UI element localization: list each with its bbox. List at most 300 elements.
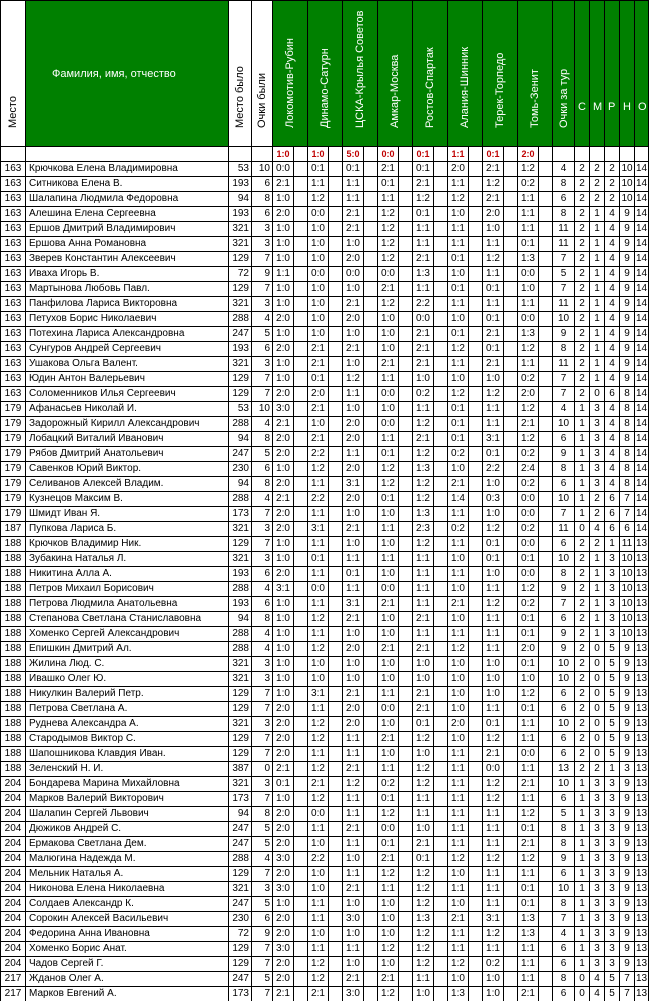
prediction-cell: 2:0 [308,387,329,402]
prediction-cell: 1:2 [413,942,434,957]
prediction-points-cell [329,747,343,762]
prediction-points-cell [434,642,448,657]
table-row [1,492,649,507]
o-cell: 14 [635,372,649,387]
prediction-points-cell [434,342,448,357]
o-cell: 14 [635,222,649,237]
prediction-points-cell [504,612,518,627]
m-cell: 3 [590,432,605,447]
prediction-points-cell [329,672,343,687]
prediction-points-cell [504,282,518,297]
prediction-cell: 0:0 [378,582,399,597]
o-cell: 13 [635,972,649,987]
prediction-cell: 1:3 [413,267,434,282]
prediction-cell: 1:1 [448,357,469,372]
prediction-points-cell [294,507,308,522]
table-row [1,402,649,417]
prediction-points-cell [364,282,378,297]
n-cell: 9 [620,657,635,672]
points-were-cell: 4 [252,642,273,657]
points-were-cell: 8 [252,477,273,492]
prediction-cell: 1:0 [448,267,469,282]
prediction-points-cell [364,222,378,237]
table-row [1,462,649,477]
place-cell: 204 [1,792,26,807]
m-cell: 1 [590,327,605,342]
o-cell: 13 [635,642,649,657]
prediction-points-cell [294,267,308,282]
n-cell: 9 [620,897,635,912]
points-tour-cell: 8 [553,177,575,192]
n-cell: 9 [620,717,635,732]
place-cell: 204 [1,942,26,957]
prediction-points-cell [539,342,553,357]
s-cell: 2 [575,297,590,312]
prediction-points-cell [399,297,413,312]
prediction-cell: 3:0 [273,402,294,417]
prediction-points-cell [294,912,308,927]
prediction-cell: 2:0 [343,642,364,657]
r-cell: 5 [605,747,620,762]
prediction-cell: 2:0 [273,972,294,987]
place-was-cell: 129 [229,372,252,387]
prediction-cell: 1:1 [448,762,469,777]
prediction-cell: 1:2 [378,807,399,822]
prediction-cell: 1:1 [308,822,329,837]
points-were-cell: 7 [252,387,273,402]
n-cell: 9 [620,342,635,357]
prediction-cell: 1:0 [448,207,469,222]
prediction-cell: 0:1 [273,777,294,792]
r-cell: 6 [605,507,620,522]
points-tour-cell: 6 [553,747,575,762]
place-was-cell: 94 [229,612,252,627]
prediction-points-cell [329,192,343,207]
prediction-cell: 1:0 [273,192,294,207]
prediction-cell: 1:2 [448,642,469,657]
prediction-cell: 1:0 [448,657,469,672]
table-row [1,237,649,252]
score-8: 2:0 [518,147,539,162]
name-cell: Селиванов Алексей Владим. [26,477,229,492]
prediction-cell: 0:2 [448,522,469,537]
m-cell: 3 [590,777,605,792]
table-row [1,612,649,627]
table-row [1,357,649,372]
prediction-cell: 0:0 [518,537,539,552]
prediction-cell: 1:2 [308,192,329,207]
s-cell: 2 [575,702,590,717]
m-cell: 1 [590,597,605,612]
prediction-cell: 1:2 [483,252,504,267]
s-cell: 2 [575,552,590,567]
place-was-cell: 173 [229,987,252,1001]
prediction-points-cell [539,837,553,852]
prediction-points-cell [504,312,518,327]
prediction-points-cell [434,567,448,582]
prediction-points-cell [399,717,413,732]
prediction-cell: 2:0 [273,927,294,942]
place-was-cell: 94 [229,432,252,447]
r-cell: 3 [605,612,620,627]
r-cell: 5 [605,972,620,987]
s-cell: 0 [575,987,590,1001]
n-cell: 9 [620,282,635,297]
prediction-points-cell [434,387,448,402]
prediction-cell: 1:0 [378,672,399,687]
prediction-points-cell [364,522,378,537]
s-cell: 1 [575,927,590,942]
prediction-cell: 1:0 [343,897,364,912]
r-cell: 3 [605,627,620,642]
prediction-cell: 0:1 [343,567,364,582]
prediction-cell: 1:0 [308,222,329,237]
m-cell: 1 [590,207,605,222]
prediction-points-cell [294,927,308,942]
prediction-cell: 1:1 [483,627,504,642]
points-tour-cell: 8 [553,567,575,582]
r-cell: 4 [605,237,620,252]
o-cell: 14 [635,192,649,207]
place-was-cell: 321 [229,657,252,672]
prediction-cell: 2:1 [413,612,434,627]
s-cell: 1 [575,942,590,957]
prediction-cell: 1:1 [448,837,469,852]
prediction-points-cell [294,342,308,357]
prediction-cell: 1:1 [413,567,434,582]
prediction-cell: 1:2 [413,882,434,897]
prediction-cell: 2:0 [273,312,294,327]
prediction-cell: 1:1 [343,867,364,882]
prediction-points-cell [434,192,448,207]
place-was-cell: 53 [229,402,252,417]
prediction-cell: 3:1 [343,477,364,492]
prediction-points-cell [434,702,448,717]
name-cell: Лобацкий Виталий Иванович [26,432,229,447]
prediction-points-cell [504,822,518,837]
prediction-cell: 1:0 [483,672,504,687]
points-were-cell: 3 [252,657,273,672]
prediction-cell: 1:1 [483,942,504,957]
prediction-points-cell [434,972,448,987]
prediction-points-cell [539,867,553,882]
place-cell: 204 [1,957,26,972]
prediction-points-cell [434,297,448,312]
prediction-cell: 1:2 [518,582,539,597]
prediction-cell: 1:1 [343,387,364,402]
points-tour-cell: 6 [553,942,575,957]
prediction-cell: 1:0 [483,987,504,1001]
r-cell: 5 [605,702,620,717]
prediction-points-cell [504,387,518,402]
n-cell: 7 [620,507,635,522]
n-cell: 10 [620,552,635,567]
place-was-cell: 129 [229,957,252,972]
match-scores-row [1,147,649,162]
prediction-cell: 1:1 [448,807,469,822]
prediction-cell: 1:2 [308,462,329,477]
prediction-cell: 1:0 [378,567,399,582]
name-cell: Крючков Владимир Ник. [26,537,229,552]
m-cell: 3 [590,837,605,852]
header-match-3: ЦСКА-Крылья Советов [343,1,378,147]
prediction-points-cell [294,297,308,312]
m-cell: 0 [590,717,605,732]
prediction-cell: 2:2 [413,297,434,312]
prediction-points-cell [434,522,448,537]
points-tour-cell: 11 [553,357,575,372]
points-were-cell: 7 [252,282,273,297]
prediction-cell: 2:1 [273,177,294,192]
prediction-points-cell [399,567,413,582]
prediction-cell: 1:0 [343,237,364,252]
prediction-points-cell [539,267,553,282]
prediction-points-cell [539,207,553,222]
place-cell: 163 [1,327,26,342]
prediction-points-cell [539,897,553,912]
name-cell: Афанасьев Николай И. [26,402,229,417]
prediction-cell: 0:1 [448,432,469,447]
prediction-cell: 1:0 [273,897,294,912]
m-cell: 2 [590,507,605,522]
prediction-cell: 1:2 [483,732,504,747]
table-row [1,912,649,927]
prediction-cell: 0:2 [483,957,504,972]
prediction-cell: 0:0 [378,702,399,717]
prediction-cell: 0:0 [518,267,539,282]
n-cell: 9 [620,792,635,807]
points-tour-cell: 13 [553,762,575,777]
prediction-points-cell [329,807,343,822]
prediction-cell: 2:1 [483,162,504,177]
prediction-points-cell [504,372,518,387]
n-cell: 10 [620,582,635,597]
prediction-points-cell [364,687,378,702]
name-cell: Марков Евгений А. [26,987,229,1001]
prediction-cell: 3:0 [273,942,294,957]
points-tour-cell: 6 [553,987,575,1001]
prediction-cell: 1:0 [343,282,364,297]
prediction-points-cell [539,792,553,807]
name-cell: Панфилова Лариса Викторовна [26,297,229,312]
prediction-cell: 0:1 [413,207,434,222]
prediction-cell: 1:0 [378,957,399,972]
r-cell: 4 [605,207,620,222]
prediction-cell: 1:0 [308,297,329,312]
prediction-cell: 2:1 [413,252,434,267]
prediction-points-cell [539,567,553,582]
prediction-cell: 0:2 [518,447,539,462]
prediction-points-cell [469,432,483,447]
prediction-points-cell [434,507,448,522]
prediction-points-cell [294,732,308,747]
prediction-cell: 0:2 [378,777,399,792]
prediction-points-cell [469,222,483,237]
prediction-cell: 1:2 [483,852,504,867]
points-were-cell: 7 [252,732,273,747]
prediction-points-cell [539,462,553,477]
table-row [1,567,649,582]
prediction-cell: 1:2 [413,417,434,432]
prediction-points-cell [294,237,308,252]
r-cell: 5 [605,642,620,657]
m-cell: 0 [590,657,605,672]
prediction-points-cell [364,822,378,837]
prediction-points-cell [469,522,483,537]
prediction-cell: 1:0 [273,627,294,642]
points-were-cell: 3 [252,882,273,897]
table-row [1,672,649,687]
prediction-points-cell [364,762,378,777]
place-cell: 188 [1,747,26,762]
m-cell: 2 [590,762,605,777]
prediction-points-cell [539,522,553,537]
prediction-cell: 1:1 [483,642,504,657]
prediction-points-cell [364,537,378,552]
table-row [1,417,649,432]
prediction-cell: 0:1 [308,162,329,177]
prediction-points-cell [504,792,518,807]
table-row [1,822,649,837]
n-cell: 8 [620,432,635,447]
header-r: Р [605,1,620,147]
prediction-points-cell [294,837,308,852]
n-cell: 9 [620,927,635,942]
prediction-cell: 1:2 [483,597,504,612]
prediction-cell: 1:0 [378,507,399,522]
prediction-cell: 0:0 [378,822,399,837]
points-were-cell: 3 [252,717,273,732]
place-cell: 188 [1,702,26,717]
prediction-cell: 1:3 [518,912,539,927]
prediction-cell: 1:2 [413,537,434,552]
table-row [1,747,649,762]
prediction-points-cell [294,657,308,672]
prediction-points-cell [469,657,483,672]
prediction-cell: 2:0 [273,567,294,582]
table-row [1,882,649,897]
prediction-points-cell [329,882,343,897]
points-were-cell: 0 [252,762,273,777]
s-cell: 2 [575,612,590,627]
prediction-cell: 2:1 [518,417,539,432]
prediction-cell: 1:0 [273,372,294,387]
prediction-points-cell [399,207,413,222]
prediction-cell: 1:1 [518,357,539,372]
prediction-points-cell [399,462,413,477]
name-cell: Петров Михаил Борисович [26,582,229,597]
prediction-cell: 1:0 [378,342,399,357]
prediction-cell: 2:0 [343,432,364,447]
prediction-points-cell [539,177,553,192]
prediction-points-cell [364,387,378,402]
prediction-cell: 1:0 [483,372,504,387]
prediction-cell: 3:1 [483,912,504,927]
prediction-points-cell [329,297,343,312]
m-cell: 0 [590,642,605,657]
prediction-points-cell [294,642,308,657]
prediction-cell: 1:0 [448,372,469,387]
prediction-cell: 1:1 [343,192,364,207]
prediction-points-cell [399,387,413,402]
prediction-points-cell [329,207,343,222]
prediction-points-cell [329,687,343,702]
prediction-cell: 1:2 [448,852,469,867]
prediction-cell: 1:3 [518,252,539,267]
prediction-points-cell [399,837,413,852]
prediction-cell: 1:2 [483,927,504,942]
prediction-points-cell [434,882,448,897]
prediction-points-cell [434,477,448,492]
prediction-cell: 0:0 [273,162,294,177]
r-cell: 3 [605,552,620,567]
prediction-points-cell [364,177,378,192]
s-cell: 0 [575,972,590,987]
place-was-cell: 193 [229,177,252,192]
prediction-cell: 1:1 [308,627,329,642]
prediction-cell: 1:0 [308,312,329,327]
prediction-points-cell [504,162,518,177]
prediction-cell: 1:2 [343,777,364,792]
points-tour-cell: 7 [553,252,575,267]
name-cell: Савенков Юрий Виктор. [26,462,229,477]
place-was-cell: 129 [229,732,252,747]
points-tour-cell: 6 [553,612,575,627]
prediction-cell: 1:0 [273,252,294,267]
name-cell: Шмидт Иван Я. [26,507,229,522]
prediction-points-cell [434,762,448,777]
prediction-cell: 2:1 [343,297,364,312]
prediction-points-cell [539,642,553,657]
prediction-points-cell [329,402,343,417]
prediction-cell: 0:1 [483,312,504,327]
prediction-points-cell [469,312,483,327]
o-cell: 13 [635,612,649,627]
prediction-cell: 1:2 [518,402,539,417]
prediction-points-cell [539,852,553,867]
prediction-cell: 1:1 [413,237,434,252]
m-cell: 3 [590,402,605,417]
table-row [1,792,649,807]
prediction-points-cell [539,447,553,462]
name-cell: Рябов Дмитрий Анатольевич [26,447,229,462]
prediction-cell: 1:3 [448,987,469,1001]
points-were-cell: 7 [252,687,273,702]
place-was-cell: 247 [229,897,252,912]
r-cell: 5 [605,687,620,702]
n-cell: 9 [620,867,635,882]
prediction-cell: 1:2 [483,777,504,792]
place-cell: 179 [1,417,26,432]
prediction-points-cell [399,822,413,837]
prediction-cell: 1:1 [343,177,364,192]
prediction-cell: 1:0 [273,297,294,312]
prediction-points-cell [434,732,448,747]
s-cell: 2 [575,207,590,222]
points-tour-cell: 10 [553,717,575,732]
prediction-cell: 1:0 [308,867,329,882]
prediction-points-cell [434,447,448,462]
prediction-cell: 1:1 [448,297,469,312]
prediction-cell: 1:2 [413,762,434,777]
prediction-points-cell [504,522,518,537]
prediction-points-cell [434,492,448,507]
prediction-cell: 1:2 [518,687,539,702]
prediction-cell: 1:0 [378,627,399,642]
prediction-points-cell [399,492,413,507]
table-row [1,942,649,957]
prediction-points-cell [434,717,448,732]
